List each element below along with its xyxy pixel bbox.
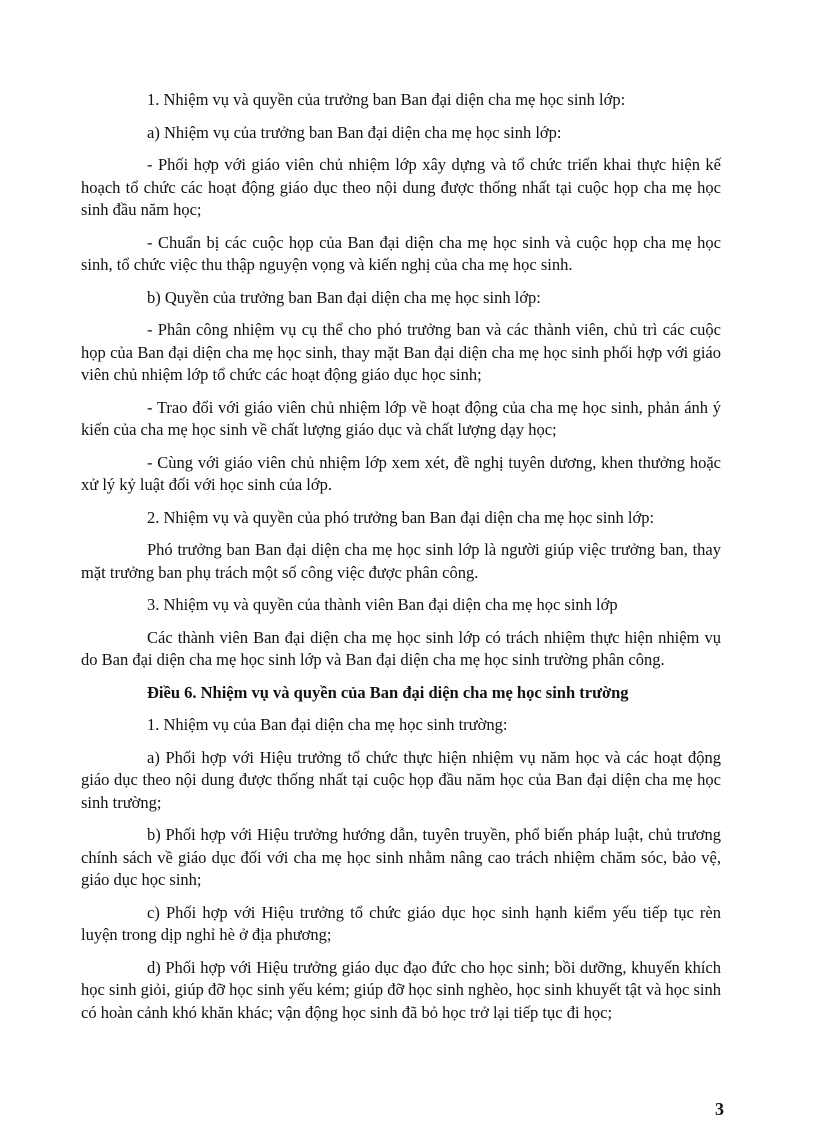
bullet-paragraph: - Phối hợp với giáo viên chủ nhiệm lớp xây dựng và tổ chức triển khai thực hiện kế hoạch tổ chức các hoạt động giáo dục theo nội dung được thống nhất tại cuộc họp cha mẹ học sinh đầu năm học; <box>81 155 721 219</box>
article-6-item-1-heading: 1. Nhiệm vụ của Ban đại diện cha mẹ học sinh trường: <box>147 715 508 734</box>
bullet-paragraph: - Chuẩn bị các cuộc họp của Ban đại diện cha mẹ học sinh và cuộc họp cha mẹ học sinh, tổ chức việc thu thập nguyện vọng và kiến nghị của cha mẹ học sinh. <box>81 232 721 274</box>
list-item-c: c) Phối hợp với Hiệu trưởng tổ chức giáo dục học sinh hạnh kiểm yếu tiếp tục rèn luyện trong dịp nghỉ hè ở địa phương; <box>81 902 721 944</box>
list-item-b: b) Phối hợp với Hiệu trưởng hướng dẫn, tuyên truyền, phổ biến pháp luật, chủ trương chính sách về giáo dục đối với cha mẹ học sinh nhằm nâng cao trách nhiệm chăm sóc, bảo vệ, giáo dục học sinh; <box>81 825 721 889</box>
document-page <box>81 89 721 1024</box>
body-paragraph: Phó trưởng ban Ban đại diện cha mẹ học sinh lớp là người giúp việc trưởng ban, thay mặt trưởng ban phụ trách một số công việc được phân công. <box>81 540 721 582</box>
section-item-1-heading: 1. Nhiệm vụ và quyền của trưởng ban Ban đại diện cha mẹ học sinh lớp: <box>147 90 626 109</box>
bullet-paragraph: - Phân công nhiệm vụ cụ thể cho phó trưởng ban và các thành viên, chủ trì các cuộc họp của Ban đại diện cha mẹ học sinh, thay mặt Ban đại diện cha mẹ học sinh phối hợp với giáo viên chủ nhiệm lớp tổ chức các hoạt động giáo dục học sinh; <box>81 320 721 384</box>
page-number: 3 <box>715 1099 724 1119</box>
bullet-paragraph: - Trao đổi với giáo viên chủ nhiệm lớp về hoạt động của cha mẹ học sinh, phản ánh ý kiến của cha mẹ học sinh về chất lượng giáo dục và chất lượng dạy học; <box>81 397 721 439</box>
section-item-3-heading: 3. Nhiệm vụ và quyền của thành viên Ban đại diện cha mẹ học sinh lớp <box>147 595 618 614</box>
section-item-2-heading: 2. Nhiệm vụ và quyền của phó trưởng ban Ban đại diện cha mẹ học sinh lớp: <box>147 507 655 527</box>
subsection-a-heading: a) Nhiệm vụ của trưởng ban Ban đại diện cha mẹ học sinh lớp: <box>147 122 562 142</box>
list-item-a: a) Phối hợp với Hiệu trưởng tổ chức thực hiện nhiệm vụ năm học và các hoạt động giáo dục theo nội dung được thống nhất tại cuộc họp đầu năm học của Ban đại diện cha mẹ học sinh trường; <box>81 747 721 812</box>
list-item-d: d) Phối hợp với Hiệu trưởng giáo dục đạo đức cho học sinh; bồi dưỡng, khuyến khích học sinh giỏi, giúp đỡ học sinh yếu kém; giúp đỡ học sinh nghèo, học sinh khuyết tật và học sinh có hoàn cảnh khó khăn khác; vận động học sinh đã bỏ học trở lại tiếp tục đi học; <box>81 957 721 1022</box>
body-paragraph: Các thành viên Ban đại diện cha mẹ học sinh lớp có trách nhiệm thực hiện nhiệm vụ do Ban đại diện cha mẹ học sinh lớp và Ban đại diện cha mẹ học sinh trường phân công. <box>81 627 721 669</box>
bullet-paragraph: - Cùng với giáo viên chủ nhiệm lớp xem xét, đề nghị tuyên dương, khen thưởng hoặc xử lý kỷ luật đối với học sinh của lớp. <box>81 452 721 494</box>
subsection-b-heading: b) Quyền của trưởng ban Ban đại diện cha mẹ học sinh lớp: <box>147 287 541 307</box>
article-6-heading: Điều 6. Nhiệm vụ và quyền của Ban đại diện cha mẹ học sinh trường <box>147 682 629 702</box>
